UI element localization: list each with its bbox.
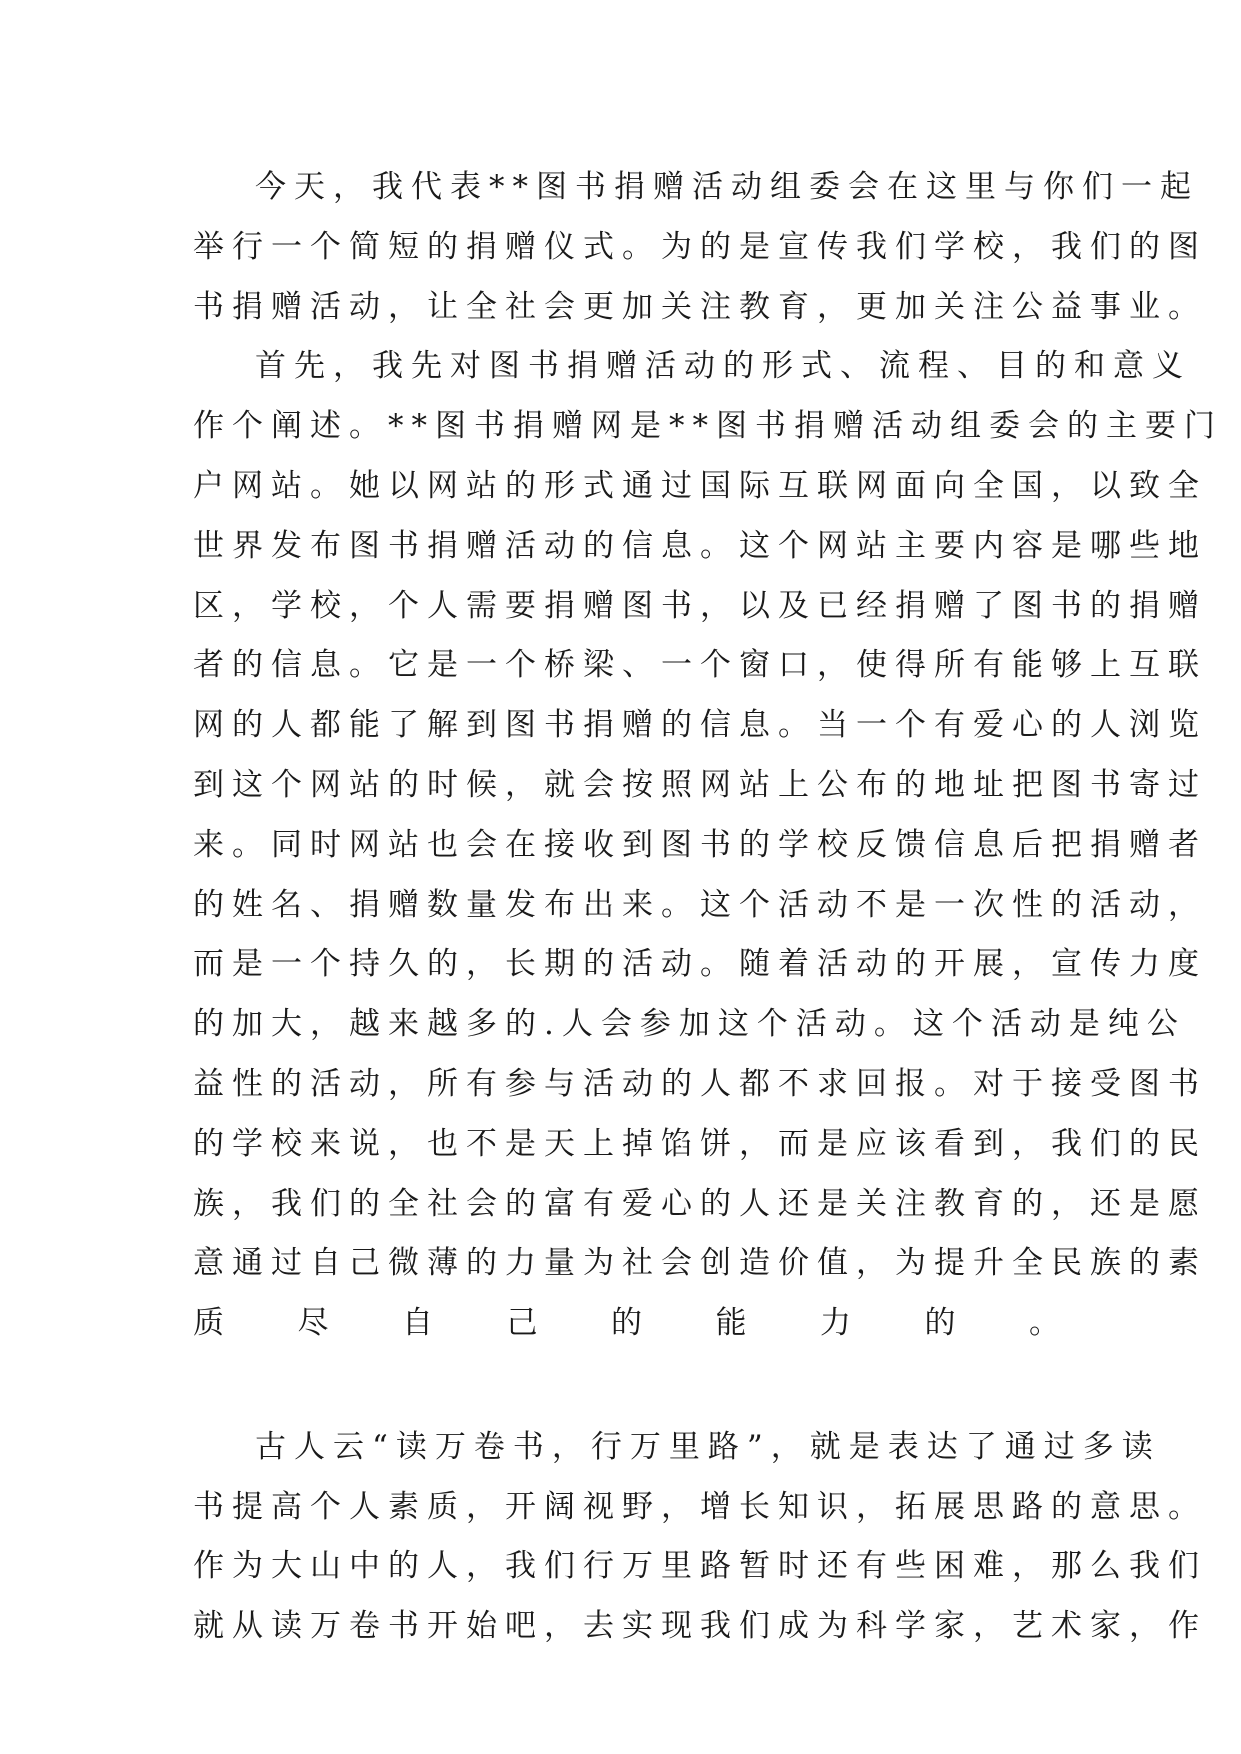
text-line: 古人云“读万卷书，行万里路”，就是表达了通过多读 [255,1428,1161,1465]
text-line: 来。同时网站也会在接收到图书的学校反馈信息后把捐赠者 [193,826,1207,863]
text-line [193,1354,1068,1414]
text-line: 到这个网站的时候，就会按照网站上公布的地址把图书寄过 [193,766,1207,803]
text-line: 书捐赠活动，让全社会更加关注教育，更加关注公益事业。 [193,288,1207,325]
text-line: 质尽自己的能力的。 [193,1305,1068,1342]
text-line: 就从读万卷书开始吧，去实现我们成为科学家，艺术家，作 [193,1608,1207,1645]
text-line: 举行一个简短的捐赠仪式。为的是宣传我们学校，我们的图 [193,228,1207,265]
text-line: 而是一个持久的，长期的活动。随着活动的开展，宣传力度 [193,946,1207,983]
text-line: 网的人都能了解到图书捐赠的信息。当一个有爱心的人浏览 [193,707,1207,744]
text-line: 区，学校，个人需要捐赠图书，以及已经捐赠了图书的捐赠 [193,587,1207,624]
text-line: 的学校来说，也不是天上掉馅饼，而是应该看到，我们的民 [193,1125,1207,1162]
paragraph-3 [193,1418,1207,1657]
paragraph-2 [193,337,1223,1413]
text-line: 的加大，越来越多的.人会参加这个活动。这个活动是纯公 [193,1006,1186,1043]
text-line: 的姓名、捐赠数量发布出来。这个活动不是一次性的活动， [193,886,1207,923]
text-line: 世界发布图书捐赠活动的信息。这个网站主要内容是哪些地 [193,527,1207,564]
text-line: 作为大山中的人，我们行万里路暂时还有些困难，那么我们 [193,1548,1207,1585]
text-line: 作个阐述。**图书捐赠网是**图书捐赠活动组委会的主要门 [193,408,1223,445]
paragraph-1 [193,158,1207,337]
text-line: 意通过自己微薄的力量为社会创造价值，为提升全民族的素 [193,1245,1207,1282]
text-line: 族，我们的全社会的富有爱心的人还是关注教育的，还是愿 [193,1185,1207,1222]
document-body [193,158,1223,1657]
text-line: 今天，我代表**图书捐赠活动组委会在这里与你们一起 [255,169,1199,205]
text-line: 书提高个人素质，开阔视野，增长知识，拓展思路的意思。 [193,1488,1207,1525]
text-line: 者的信息。它是一个桥梁、一个窗口，使得所有能够上互联 [193,647,1207,684]
text-line: 首先，我先对图书捐赠活动的形式、流程、目的和意义 [255,348,1191,385]
text-line: 户网站。她以网站的形式通过国际互联网面向全国，以致全 [193,467,1207,504]
text-line: 益性的活动，所有参与活动的人都不求回报。对于接受图书 [193,1065,1207,1102]
